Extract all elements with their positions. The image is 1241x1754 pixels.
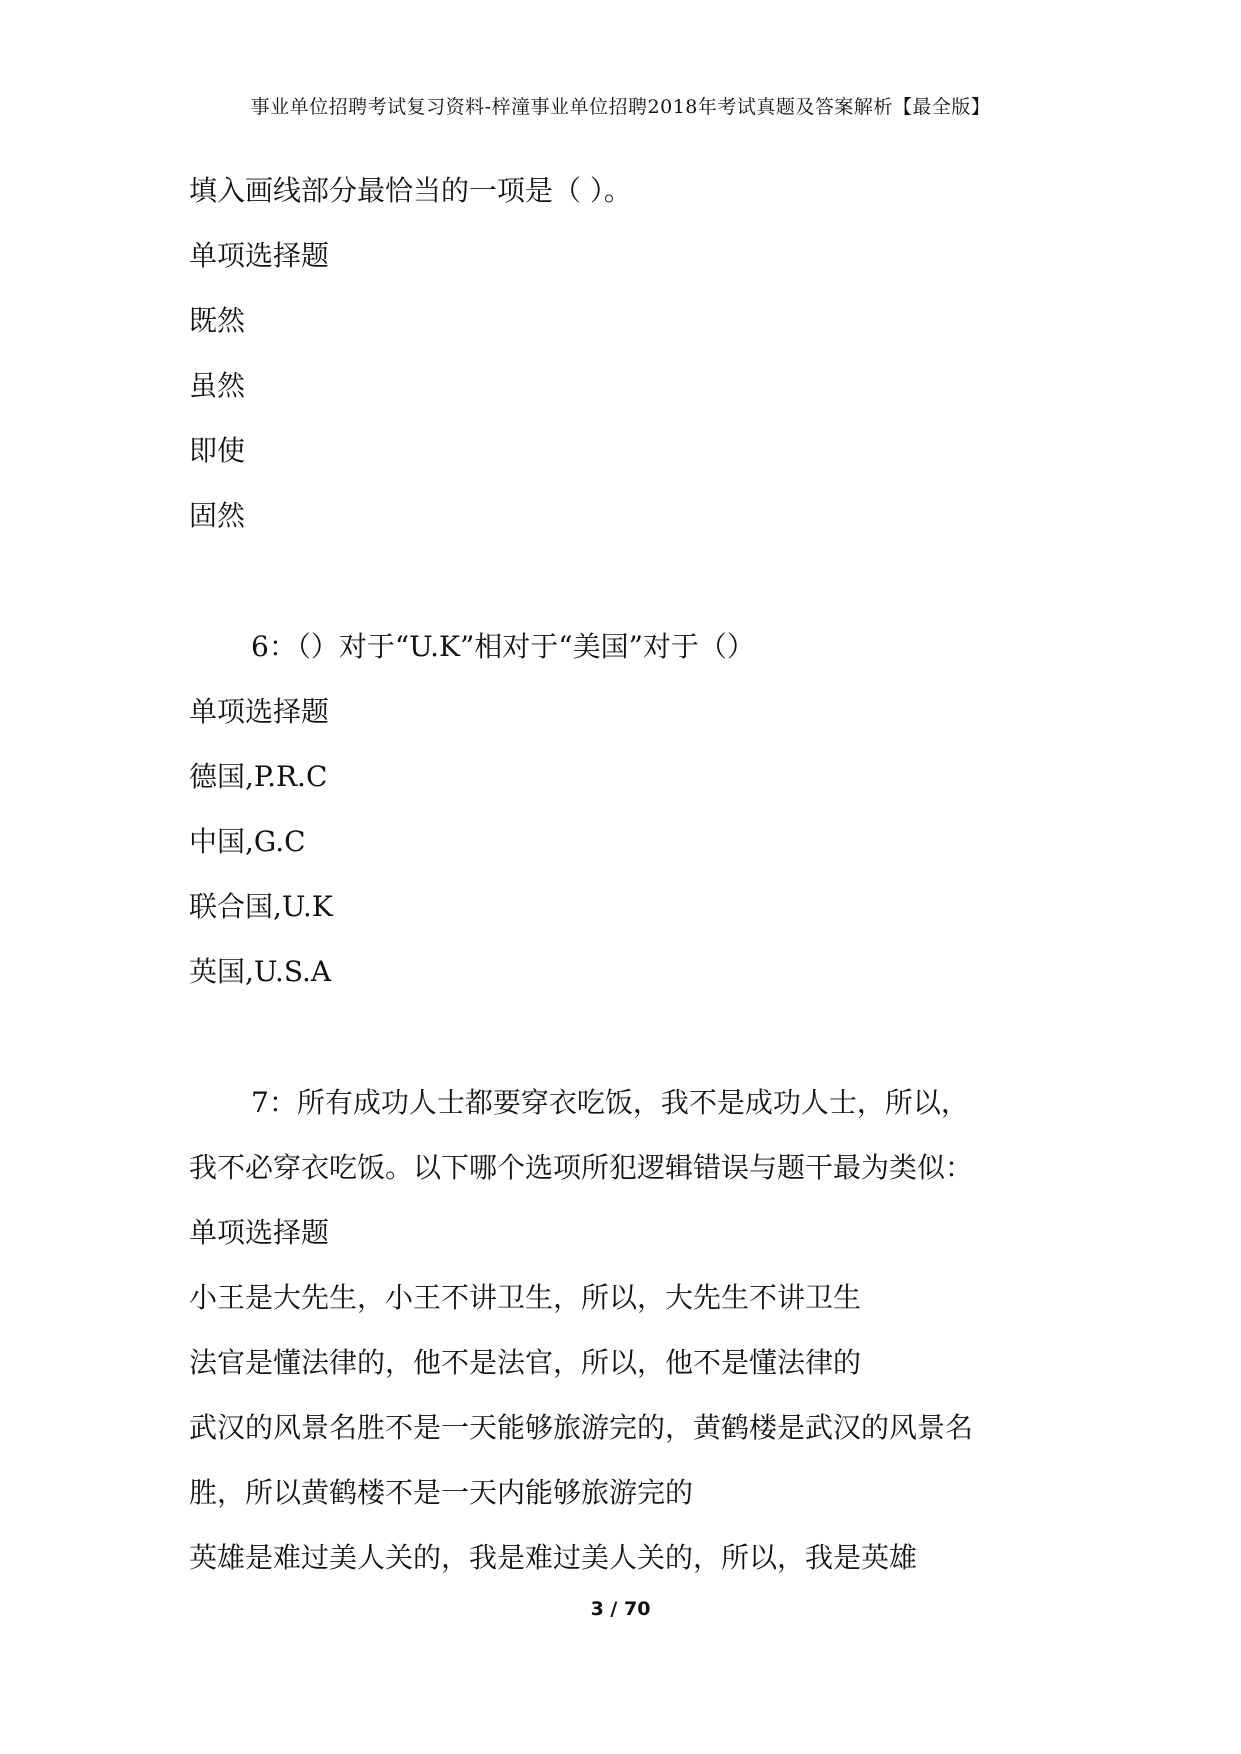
question-6-option-a: 德国,P.R.C xyxy=(189,760,328,793)
question-6-type: 单项选择题 xyxy=(189,695,330,728)
question-7-option-b: 法官是懂法律的，他不是法官，所以，他不是懂法律的 xyxy=(189,1346,862,1379)
page-number: 3 / 70 xyxy=(590,1598,651,1620)
question-7-option-d: 英雄是难过美人关的，我是难过美人关的，所以，我是英雄 xyxy=(189,1541,918,1574)
question-6-option-d: 英国,U.S.A xyxy=(189,955,332,988)
question-7-stem-line-1: 7：所有成功人士都要穿衣吃饭，我不是成功人士，所以， xyxy=(251,1086,969,1119)
question-gap xyxy=(189,548,1089,614)
question-5-option-c: 即使 xyxy=(189,434,246,467)
question-6-stem: 6：（）对于“U.K”相对于“美国”对于（） xyxy=(251,630,755,663)
question-7-option-a: 小王是大先生，小王不讲卫生，所以，大先生不讲卫生 xyxy=(189,1281,862,1314)
question-6-option-c: 联合国,U.K xyxy=(189,890,333,923)
question-5-type: 单项选择题 xyxy=(189,239,330,272)
question-gap xyxy=(189,1004,1089,1070)
question-7-type: 单项选择题 xyxy=(189,1216,330,1249)
question-7-stem-line-2: 我不必穿衣吃饭。以下哪个选项所犯逻辑错误与题干最为类似： xyxy=(189,1151,974,1184)
question-5-stem: 填入画线部分最恰当的一项是（ ）。 xyxy=(189,174,632,207)
question-7-option-c-line-1: 武汉的风景名胜不是一天能够旅游完的，黄鹤楼是武汉的风景名 xyxy=(189,1411,974,1444)
question-5-option-d: 固然 xyxy=(189,499,246,532)
question-6-option-b: 中国,G.C xyxy=(189,825,306,858)
page-header: 事业单位招聘考试复习资料-梓潼事业单位招聘2018年考试真题及答案解析【最全版】 xyxy=(250,96,991,118)
question-5-option-a: 既然 xyxy=(189,304,246,337)
question-7-option-c-line-2: 胜，所以黄鹤楼不是一天内能够旅游完的 xyxy=(189,1476,694,1509)
question-5-option-b: 虽然 xyxy=(189,369,246,402)
page-content xyxy=(189,158,1089,1590)
